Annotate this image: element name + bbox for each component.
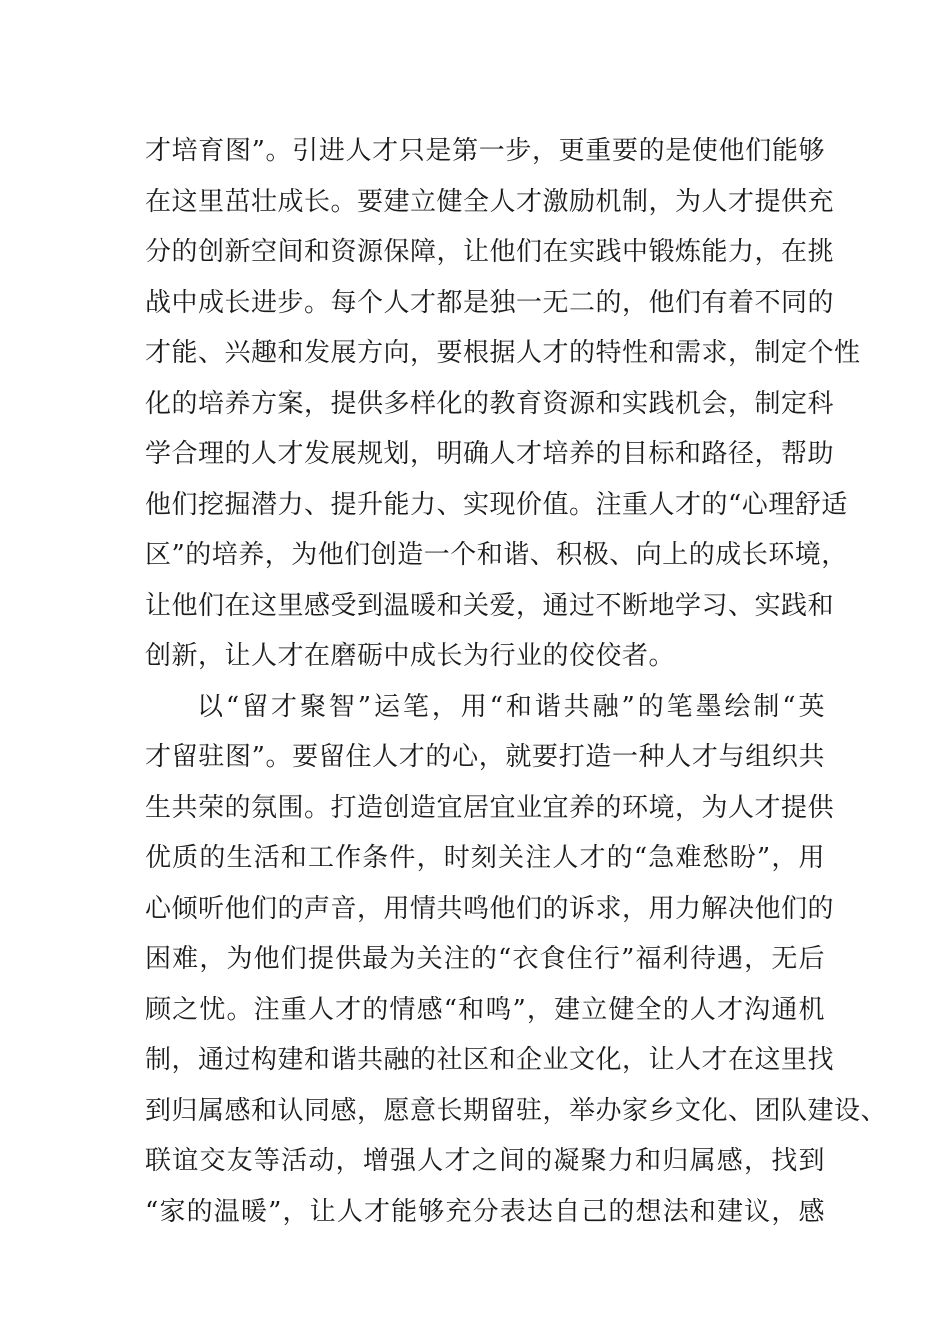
text-line: 联谊交友等活动，增强人才之间的凝聚力和归属感，找到 xyxy=(145,1146,825,1176)
text-line: 让他们在这里感受到温暖和关爱，通过不断地学习、实践和 xyxy=(145,590,835,621)
text-line: 才能、兴趣和发展方向，要根据人才的特性和需求，制定个性 xyxy=(145,338,861,368)
text-line: 在这里茁壮成长。要建立健全人才激励机制，为人才提供充 xyxy=(145,186,835,217)
body-text xyxy=(145,126,888,1237)
text-line: 顾之忧。注重人才的情感“和鸣”，建立健全的人才沟通机 xyxy=(145,994,825,1025)
text-line: 才培育图”。引进人才只是第一步，更重要的是使他们能够 xyxy=(145,136,825,166)
text-line: 战中成长进步。每个人才都是独一无二的，他们有着不同的 xyxy=(145,287,835,318)
text-line: 化的培养方案，提供多样化的教育资源和实践机会，制定科 xyxy=(145,388,835,419)
text-line: 区”的培养，为他们创造一个和谐、积极、向上的成长环境， xyxy=(145,540,848,570)
text-line: 困难，为他们提供最为关注的“衣食住行”福利待遇，无后 xyxy=(145,944,825,974)
text-line: 学合理的人才发展规划，明确人才培养的目标和路径，帮助 xyxy=(145,439,835,469)
text-line: 制，通过构建和谐共融的社区和企业文化，让人才在这里找 xyxy=(145,1045,835,1075)
text-line: 到归属感和认同感，愿意长期留驻，举办家乡文化、团队建设、 xyxy=(145,1095,888,1126)
paragraph-end-line: 创新，让人才在磨砺中成长为行业的佼佼者。 xyxy=(145,641,676,671)
text-line: 他们挖掘潜力、提升能力、实现价值。注重人才的“心理舒适 xyxy=(145,489,848,520)
paragraph-start-line: 以“留才聚智”运笔，用“和谐共融”的笔墨绘制“英 xyxy=(197,691,825,722)
text-line: 心倾听他们的声音，用情共鸣他们的诉求，用力解决他们的 xyxy=(145,893,835,924)
text-line: “家的温暖”，让人才能够充分表达自己的想法和建议，感 xyxy=(145,1196,825,1227)
text-line: 优质的生活和工作条件，时刻关注人才的“急难愁盼”，用 xyxy=(145,843,825,873)
text-line: 生共荣的氛围。打造创造宜居宜业宜养的环境，为人才提供 xyxy=(145,792,835,823)
text-line: 分的创新空间和资源保障，让他们在实践中锻炼能力，在挑 xyxy=(145,237,835,267)
text-line: 才留驻图”。要留住人才的心，就要打造一种人才与组织共 xyxy=(145,742,825,772)
